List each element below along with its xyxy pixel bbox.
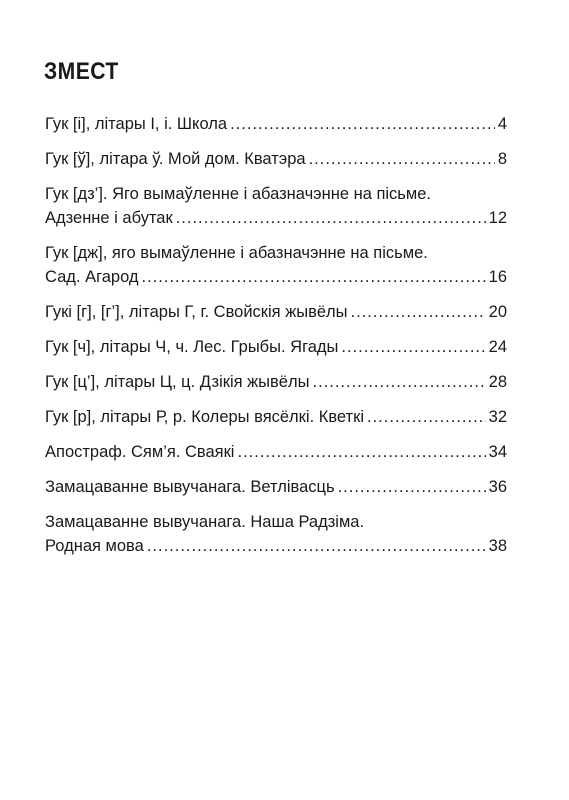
toc-entry-title-line: Гук [дж], яго вымаўленне і абазначэнне на пісьме. — [45, 244, 428, 262]
dot-leader — [367, 405, 486, 429]
toc-entry[interactable] — [45, 335, 507, 359]
toc-page-number: 36 — [488, 478, 507, 496]
toc-line — [45, 405, 507, 429]
toc-line — [45, 370, 507, 394]
dot-leader — [341, 335, 485, 359]
toc-line — [45, 300, 507, 324]
toc-entry-title: Гук [і], літары І, і. Школа — [45, 115, 228, 133]
toc-entry[interactable] — [45, 510, 507, 558]
toc-page-number: 32 — [488, 408, 507, 426]
dot-leader — [237, 440, 485, 464]
toc-entry-title: Гукі [г], [г’], літары Г, г. Свойскія жывёлы — [45, 303, 348, 321]
dot-leader — [351, 300, 486, 324]
toc-page-number: 24 — [488, 338, 507, 356]
toc-entry[interactable] — [45, 475, 507, 499]
toc-entry-title: Гук [ў], літара ў. Мой дом. Кватэра — [45, 150, 306, 168]
toc-entry-title: Гук [р], літары Р, р. Колеры вясёлкі. Кветкі — [45, 408, 364, 426]
toc-entry[interactable] — [45, 300, 507, 324]
toc-entry[interactable] — [45, 370, 507, 394]
toc-entry[interactable] — [45, 440, 507, 464]
toc-page-number: 16 — [488, 268, 507, 286]
toc-page-number: 12 — [488, 209, 507, 227]
toc-line — [45, 335, 507, 359]
toc-entry-title-line: Гук [дз’]. Яго вымаўленне і абазначэнне на пісьме. — [45, 185, 432, 203]
toc-line — [45, 265, 507, 289]
toc-entry[interactable] — [45, 405, 507, 429]
toc-page-number: 38 — [488, 537, 507, 555]
toc-line — [45, 534, 507, 558]
toc-entry[interactable] — [45, 112, 507, 136]
toc-entry-title: Апостраф. Сям’я. Сваякі — [45, 443, 235, 461]
dot-leader — [147, 534, 486, 558]
dot-leader — [142, 265, 486, 289]
toc-entry-title-line: Замацаванне вывучанага. Наша Радзіма. — [45, 513, 365, 531]
toc-entry-title: Сад. Агарод — [45, 268, 139, 286]
toc-entry[interactable] — [45, 147, 507, 171]
toc-page-number: 28 — [488, 373, 507, 391]
toc-entry[interactable] — [45, 241, 507, 289]
dot-leader — [338, 475, 486, 499]
table-of-contents — [45, 112, 507, 569]
toc-entry-title: Замацаванне вывучанага. Ветлівасць — [45, 478, 335, 496]
toc-page-number: 8 — [497, 150, 507, 168]
toc-line — [45, 147, 507, 171]
dot-leader — [176, 206, 486, 230]
toc-entry-title: Гук [ц’], літары Ц, ц. Дзікія жывёлы — [45, 373, 310, 391]
toc-entry-title: Родная мова — [45, 537, 144, 555]
toc-page-number: 4 — [497, 115, 507, 133]
toc-entry[interactable] — [45, 182, 507, 230]
toc-entry-title: Адзенне і абутак — [45, 209, 173, 227]
dot-leader — [312, 370, 485, 394]
toc-entry-title: Гук [ч], літары Ч, ч. Лес. Грыбы. Ягады — [45, 338, 339, 356]
toc-page-number: 20 — [488, 303, 507, 321]
toc-line — [45, 440, 507, 464]
toc-page-number: 34 — [488, 443, 507, 461]
dot-leader — [309, 147, 495, 171]
dot-leader — [230, 112, 495, 136]
toc-line — [45, 475, 507, 499]
toc-line — [45, 206, 507, 230]
toc-line — [45, 112, 507, 136]
contents-title: ЗМЕСТ — [44, 58, 119, 85]
